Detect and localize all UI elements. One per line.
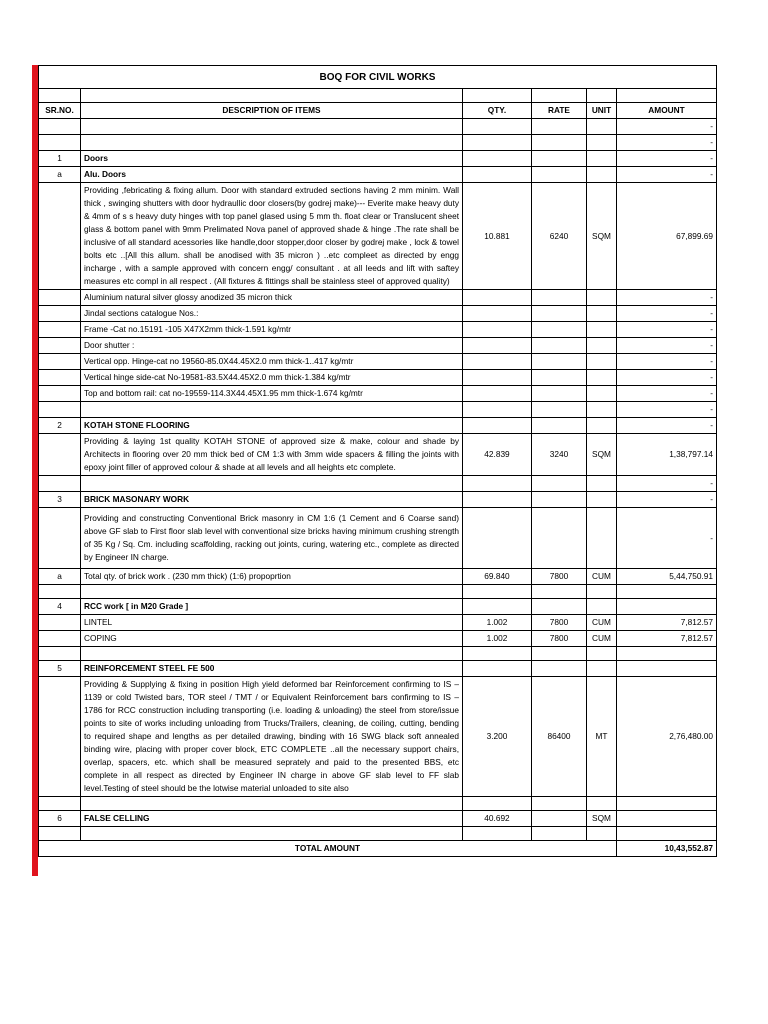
subsection-number: a [39,167,81,183]
section-number: 5 [39,661,81,677]
section-row [39,492,717,508]
note-row [39,386,717,402]
blank-row [39,827,717,841]
amount-cell: - [617,135,717,151]
header-description: DESCRIPTION OF ITEMS [81,103,463,119]
section-row [39,811,717,827]
note-text: Aluminium natural silver glossy anodized 35 micron thick [81,290,463,306]
note-row [39,322,717,338]
header-unit: UNIT [587,103,617,119]
blank-row [39,585,717,599]
note-text: Vertical opp. Hinge-cat no 19560-85.0X44.45X2.0 mm thick-1..417 kg/mtr [81,354,463,370]
item-description: Providing ,febricating & fixing allum. Door with standard extruded sections having 2 mm minim. Wall thick , swinging shutters with door hydraullic door closers(by godrej make)--- Everite make heavy duty & 4mm of s s heavy duty hinges with top panel glased using 5 mm th. float clear or Translucent sheet glass & bottom panel with 9mm Prelimated Nova panel of approved shade & hinge .The rate shall be inclusive of all standard acessories like handle,door stopper,door closer by godrej make , lock & towel bolts etc ..[All this allum. shall be anodised with 35 micron ) ..etc compleet as directed by engg incharge , with a sample approved with concern engg/ consultant . at all leeds and lift with saftey measures etc compl in all respect . (All fixtures & fittings shall be stainless steel of approved quality) [81,183,463,290]
qty-cell: 42.839 [463,434,532,476]
amount-cell: 1,38,797.14 [617,434,717,476]
section-number: 2 [39,418,81,434]
section-number: 6 [39,811,81,827]
amount-cell: - [617,402,717,418]
note-text: Top and bottom rail: cat no-19559-114.3X44.45X1.95 mm thick-1.674 kg/mtr [81,386,463,402]
section-title: BRICK MASONARY WORK [81,492,463,508]
subsection-title: Alu. Doors [81,167,463,183]
amount-cell: - [617,338,717,354]
table-row [39,402,717,418]
item-description: COPING [81,631,463,647]
table-row [39,119,717,135]
unit-cell: SQM [587,434,617,476]
rate-cell: 86400 [532,677,587,797]
header-qty: QTY. [463,103,532,119]
section-title: Doors [81,151,463,167]
amount-cell: - [617,167,717,183]
header-amount: AMOUNT [617,103,717,119]
amount-cell: - [617,119,717,135]
unit-cell: SQM [587,811,617,827]
note-row [39,354,717,370]
qty-cell: 40.692 [463,811,532,827]
item-row [39,615,717,631]
section-row [39,151,717,167]
boq-table [38,65,717,857]
rate-cell: 7800 [532,615,587,631]
unit-cell: CUM [587,569,617,585]
blank-row [39,797,717,811]
amount-cell: - [617,151,717,167]
title-row [39,66,717,89]
amount-cell: - [617,290,717,306]
amount-cell: - [617,354,717,370]
item-row [39,434,717,476]
section-row [39,599,717,615]
total-amount: 10,43,552.87 [617,841,717,857]
amount-cell: - [617,508,717,569]
rate-cell: 7800 [532,631,587,647]
section-number: 1 [39,151,81,167]
rate-cell: 6240 [532,183,587,290]
item-description: Providing and constructing Conventional Brick masonry in CM 1:6 (1 Cement and 6 Coarse sand) above GF slab to First floor slab level with conventional size bricks having minimum crushing strength of 35 Kg / Sq. Cm. including scaffolding, racking out joints, curing, watering etc., complete as directed by Engineer IN charge. [81,508,463,569]
qty-cell: 3.200 [463,677,532,797]
amount-cell: - [617,386,717,402]
amount-cell: - [617,306,717,322]
item-row [39,569,717,585]
subsection-number: a [39,569,81,585]
qty-cell: 10.881 [463,183,532,290]
header-srno: SR.NO. [39,103,81,119]
unit-cell: SQM [587,183,617,290]
amount-cell: 7,812.57 [617,631,717,647]
table-row [39,476,717,492]
amount-cell: - [617,322,717,338]
qty-cell: 1.002 [463,615,532,631]
rate-cell: 3240 [532,434,587,476]
item-description: Providing & Supplying & fixing in position High yield deformed bar Reinforcement confirming to IS – 1139 or cold Twisted bars, TOR steel / TMT / or Equivalent Reinforcement bars confirming to IS – 1786 for RCC construction including transporting (i.e. loading & unloading) the steel from store/issue points to site of works including unloading from Trucks/Trailers, cleaning, de coiling, cutting, bending to required shape and lengths as per detailed drawing, binding with 16 SWG black soft annealed binding wire, placing with proper cover block, ETC COMPLETE ..all the necessary support chairs, overlap, spacers, etc. which shall be measured seprately and paid to the presented BBS, etc complete in all respect as directed by Engineer IN charge in above GF slab level to FF slab level.Testing of steel should be the lotwise material unloaded to site also [81,677,463,797]
rate-cell: 7800 [532,569,587,585]
section-title: KOTAH STONE FLOORING [81,418,463,434]
item-description: Total qty. of brick work . (230 mm thick) (1:6) propoprtion [81,569,463,585]
item-description: Providing & laying 1st quality KOTAH STONE of approved size & make, colour and shade by Architects in flooring over 20 mm thick bed of CM 1:3 with 3mm wide spacers & filling the joints with epoxy joint filler of approved colour & shade at all levels and all heights etc complete. [81,434,463,476]
item-row [39,183,717,290]
section-number: 4 [39,599,81,615]
item-row [39,631,717,647]
amount-cell: 7,812.57 [617,615,717,631]
amount-cell: 2,76,480.00 [617,677,717,797]
note-row [39,370,717,386]
item-row [39,677,717,797]
section-title: REINFORCEMENT STEEL FE 500 [81,661,463,677]
table-row [39,135,717,151]
header-rate: RATE [532,103,587,119]
item-row [39,508,717,569]
section-title: FALSE CELLING [81,811,463,827]
note-text: Door shutter : [81,338,463,354]
subsection-row [39,167,717,183]
note-row [39,306,717,322]
note-text: Jindal sections catalogue Nos.: [81,306,463,322]
unit-cell: CUM [587,631,617,647]
unit-cell: MT [587,677,617,797]
blank-row [39,89,717,103]
section-row [39,418,717,434]
note-text: Vertical hinge side-cat No-19581-83.5X44.45X2.0 mm thick-1.384 kg/mtr [81,370,463,386]
section-row [39,661,717,677]
section-number: 3 [39,492,81,508]
note-row [39,338,717,354]
header-row [39,103,717,119]
total-label: TOTAL AMOUNT [39,841,617,857]
blank-row [39,647,717,661]
note-row [39,290,717,306]
amount-cell: - [617,492,717,508]
qty-cell: 1.002 [463,631,532,647]
amount-cell: - [617,370,717,386]
unit-cell: CUM [587,615,617,631]
amount-cell: 5,44,750.91 [617,569,717,585]
section-title: RCC work [ in M20 Grade ] [81,599,463,615]
amount-cell: - [617,418,717,434]
note-text: Frame -Cat no.15191 -105 X47X2mm thick-1.591 kg/mtr [81,322,463,338]
amount-cell: - [617,476,717,492]
total-row [39,841,717,857]
item-description: LINTEL [81,615,463,631]
amount-cell: 67,899.69 [617,183,717,290]
document-title: BOQ FOR CIVIL WORKS [39,66,717,89]
qty-cell: 69.840 [463,569,532,585]
